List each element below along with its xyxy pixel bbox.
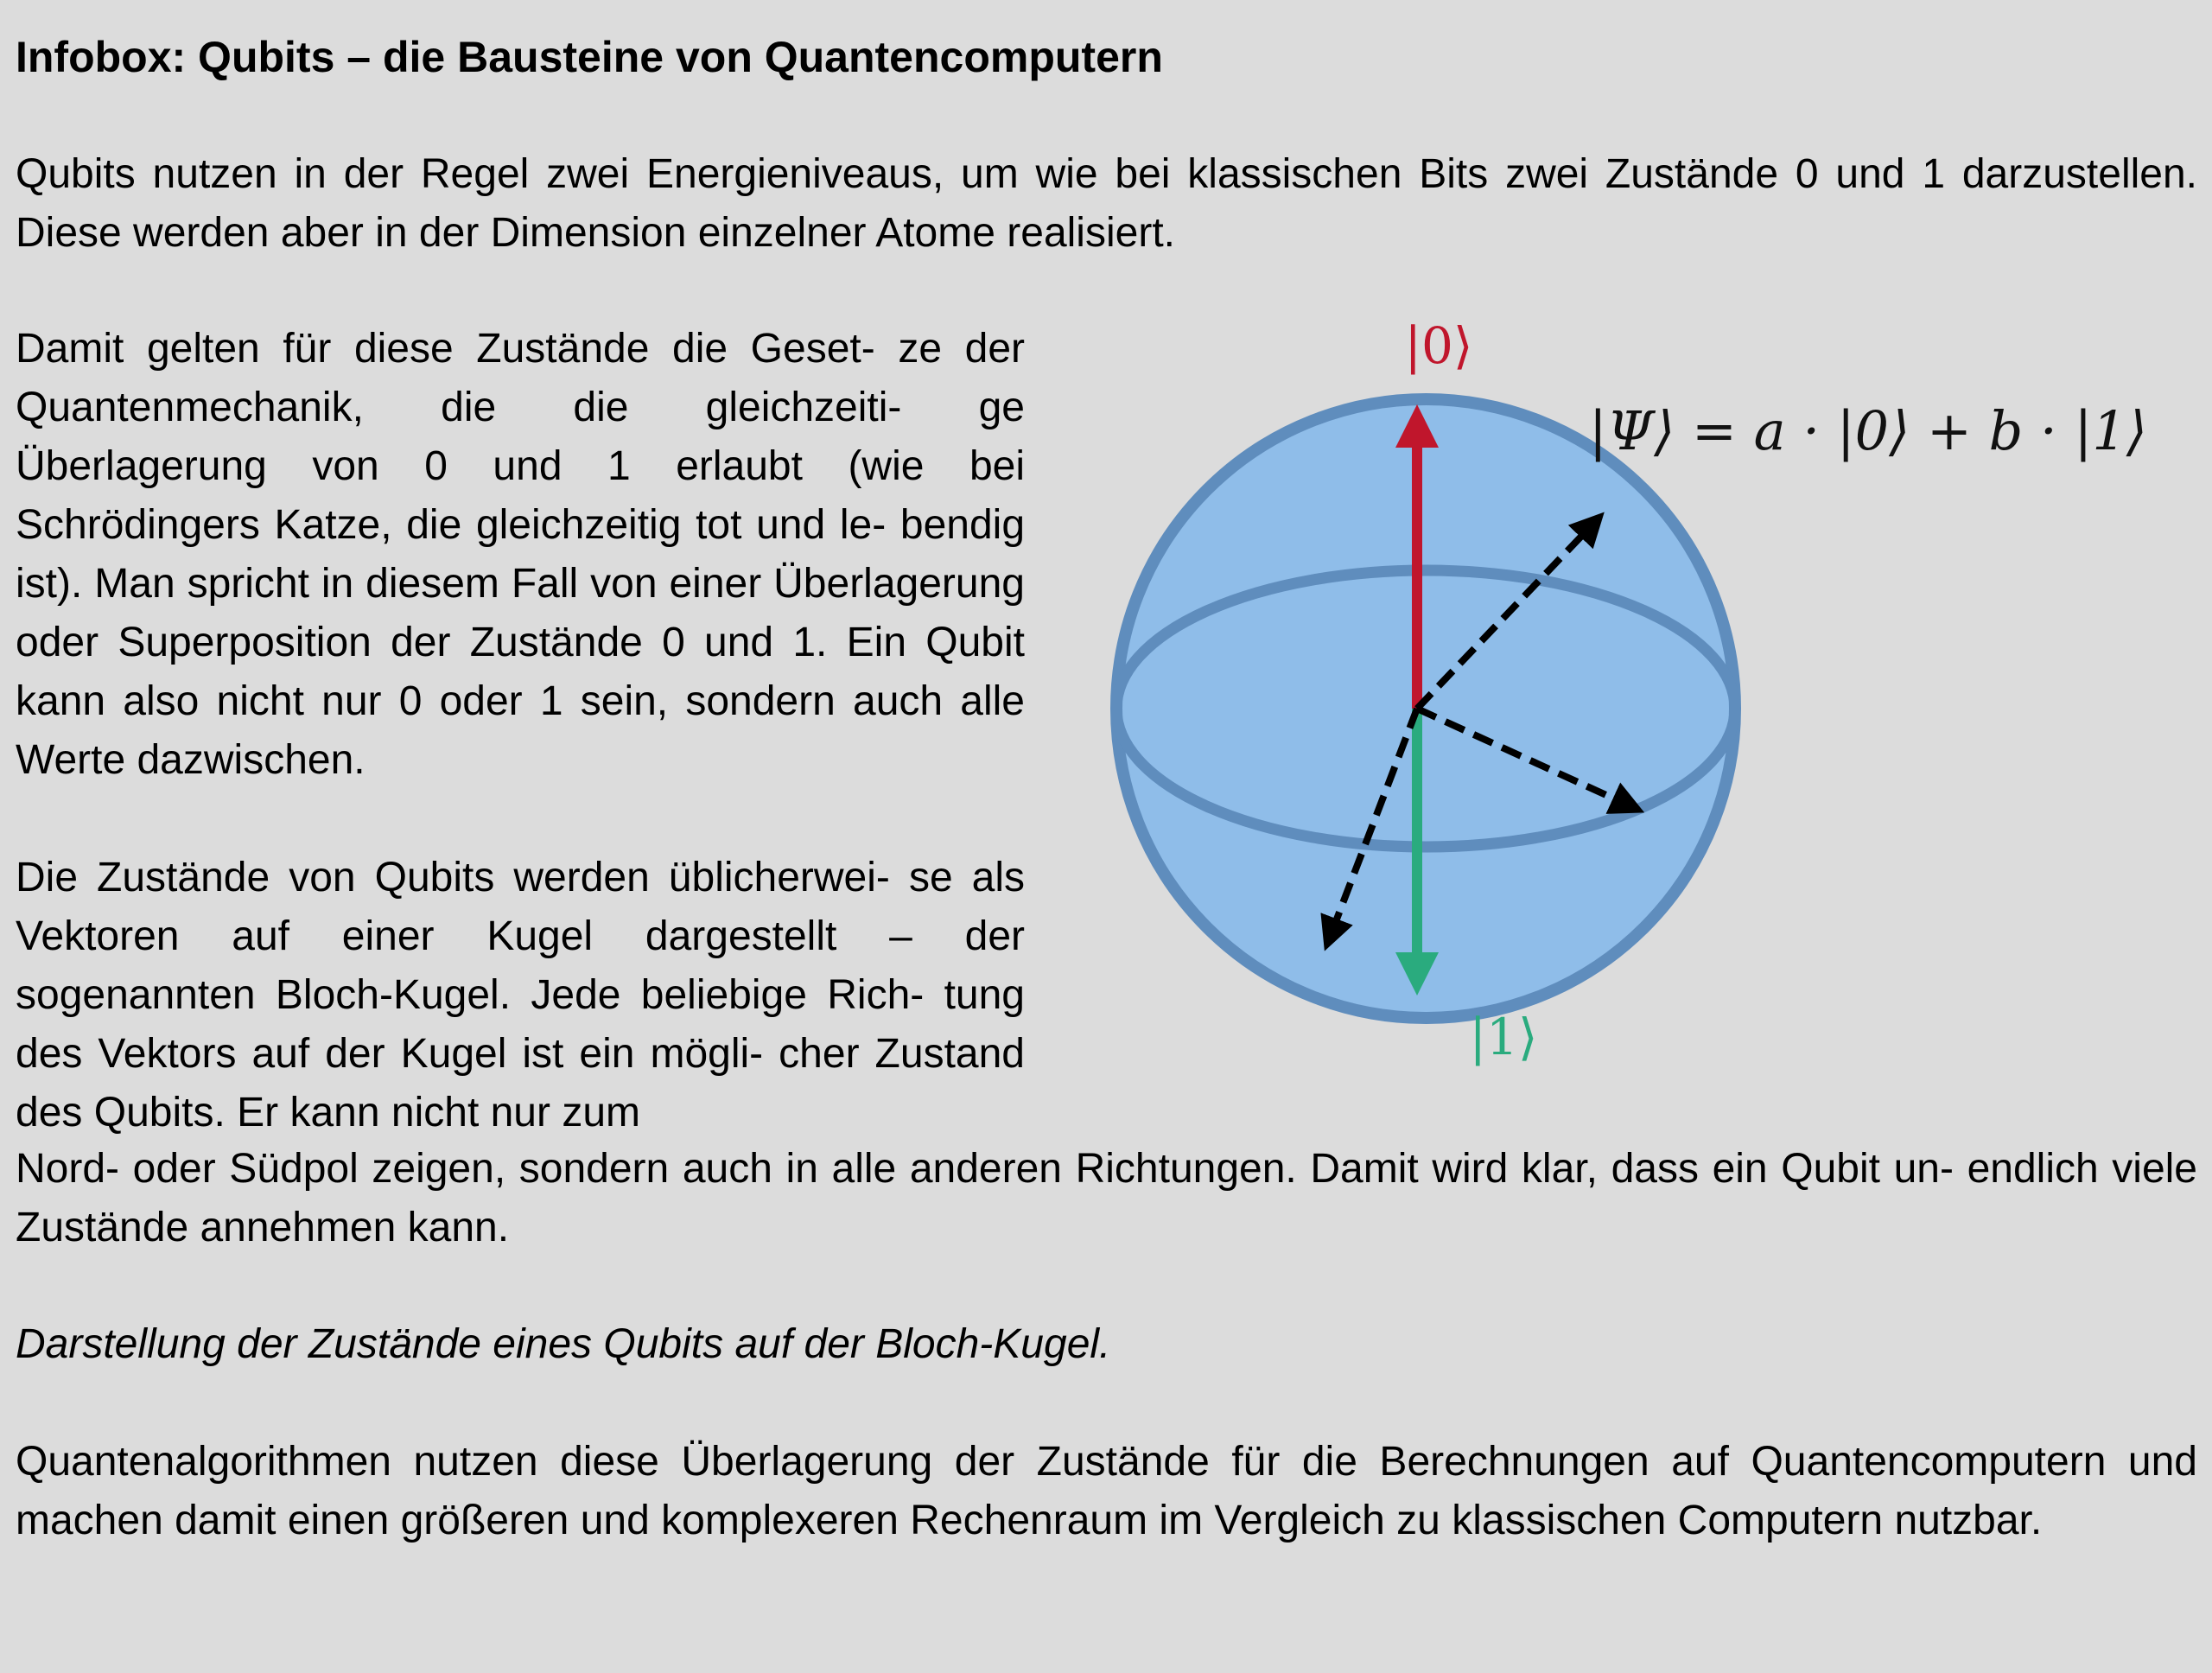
text-line: Die Zustände von Qubits werden üblicherwei- [16, 855, 890, 900]
text-line: sein, sondern auch alle Werte dazwischen. [16, 678, 1025, 783]
text-line: Damit gelten für diese Zustände die Geset- [16, 326, 875, 372]
text-line: Nord- oder Südpol zeigen, sondern auch in alle anderen Richtungen. Damit wird klar, dass ein Qubit un- [16, 1146, 1954, 1192]
bloch-paragraph-continued [16, 1140, 2197, 1257]
text-line: cher Zustand des Qubits. Er kann nicht nur zum [16, 1031, 1025, 1135]
bloch-sphere-figure [1097, 320, 2195, 1089]
text-line: Überlagerung oder Superposition der Zustände [16, 561, 1025, 665]
infobox-title: Infobox: Qubits – die Bausteine von Quantencomputern [16, 33, 1163, 81]
state-equation: |Ψ⟩ = a · |0⟩ + b · |1⟩ [1588, 399, 2147, 462]
text-line: endlich viele Zustände annehmen kann. [16, 1146, 2197, 1250]
sphere [1116, 399, 1735, 1018]
bloch-paragraph [16, 849, 1025, 1142]
text-line: se als Vektoren auf einer Kugel dargestellt – der [16, 855, 1026, 959]
text-line: ge Überlagerung von 0 und 1 erlaubt (wie bei [16, 385, 1025, 489]
text-line: 0 und 1. Ein Qubit kann also nicht nur 0 oder 1 [16, 620, 1025, 724]
text-line: tung des Vektors auf der Kugel ist ein mögli- [16, 972, 1025, 1077]
left-column [16, 320, 1025, 1142]
superposition-paragraph [16, 320, 1025, 790]
text-line: bendig ist). Man spricht in diesem Fall von einer [16, 502, 1026, 607]
ket-one-label: |1⟩ [1469, 1008, 1538, 1066]
text-line: sogenannten Bloch-Kugel. Jede beliebige Rich- [16, 972, 925, 1018]
ket-zero-label: |0⟩ [1404, 320, 1473, 375]
text-line: Schrödingers Katze, die gleichzeitig tot und le- [16, 502, 887, 548]
text-line: ze der Quantenmechanik, die die gleichzeiti- [16, 326, 1026, 430]
intro-paragraph: Qubits nutzen in der Regel zwei Energieniveaus, um wie bei klassischen Bits zwei Zustände 0 und 1 darzustellen. Diese werden aber in der Dimension einzelner Atome realisiert. [16, 151, 2197, 256]
figure-caption: Darstellung der Zustände eines Qubits auf der Bloch-Kugel. [16, 1321, 1111, 1367]
algorithms-paragraph: Quantenalgorithmen nutzen diese Überlagerung der Zustände für die Berechnungen auf Quantencomputern und machen damit einen größeren und komplexeren Rechenraum im Vergleich zu klassischen Computern nutzbar. [16, 1439, 2197, 1543]
bloch-sphere-diagram [1097, 320, 2195, 1089]
